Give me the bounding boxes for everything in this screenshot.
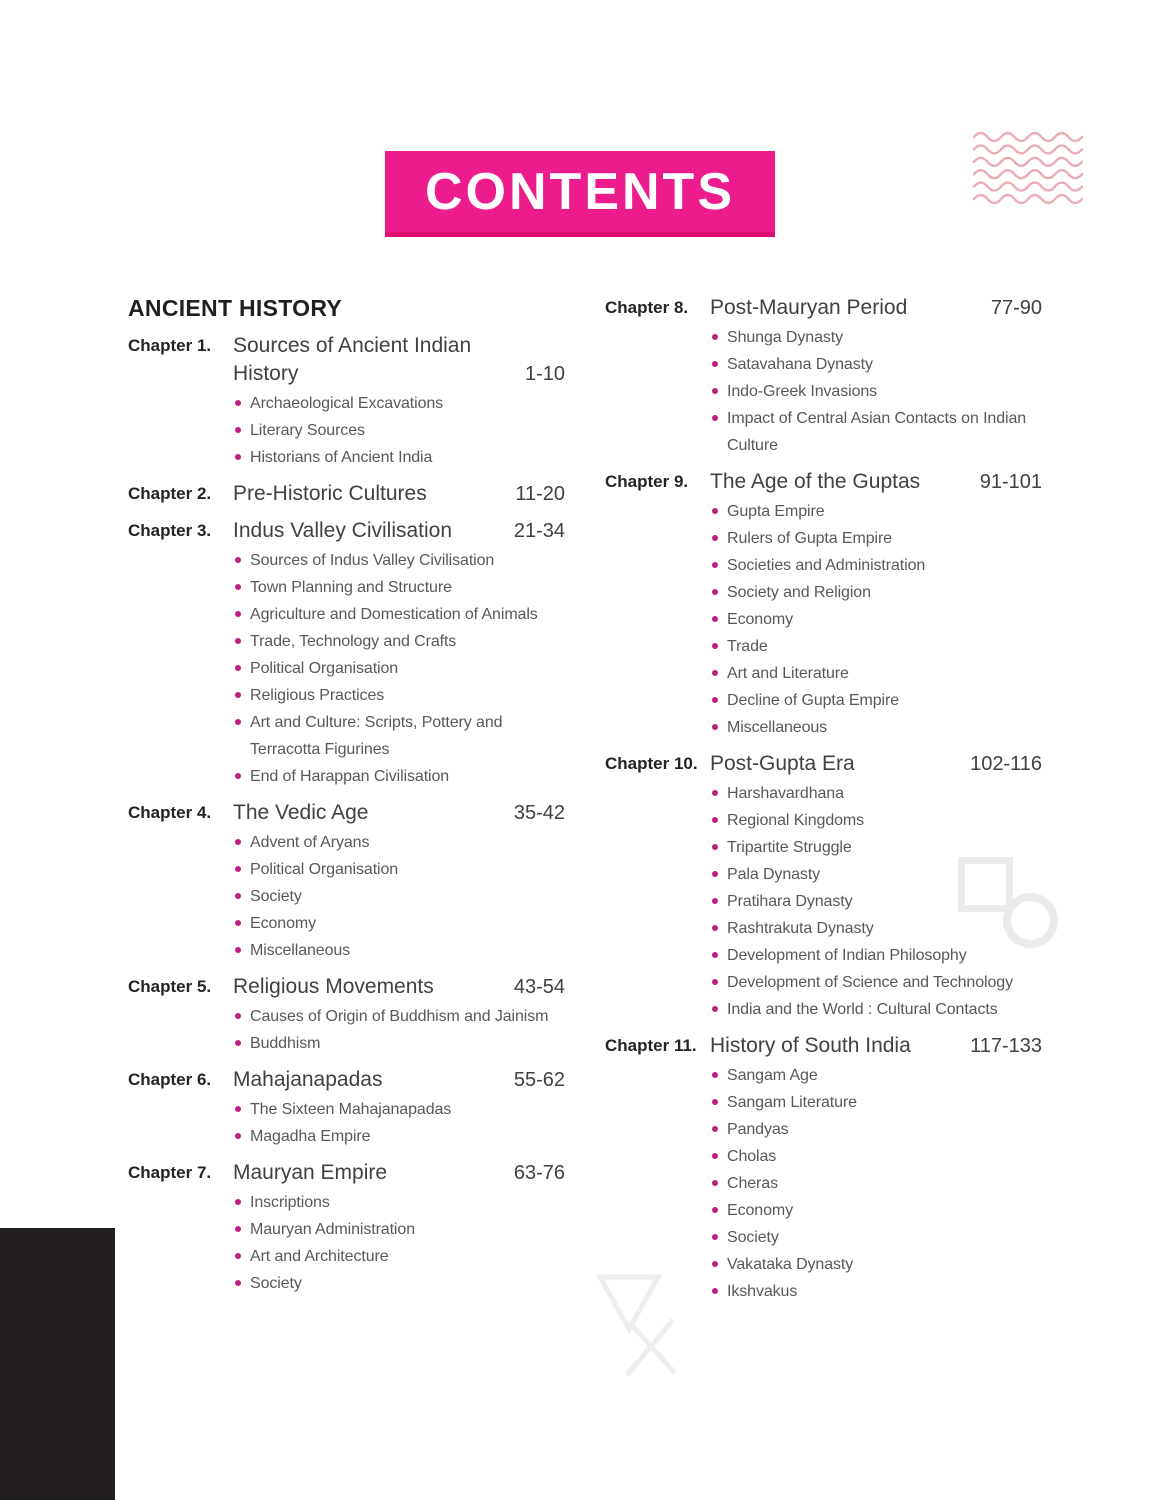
bullet-icon xyxy=(235,692,241,698)
topic-label: Ikshvakus xyxy=(727,1283,798,1300)
bullet-icon xyxy=(235,1280,241,1286)
topic-item xyxy=(712,969,1042,996)
topic-label: Impact of Central Asian Contacts on Indian Culture xyxy=(727,410,1027,454)
topic-item xyxy=(712,1251,1042,1278)
chapter-header-row xyxy=(128,1159,565,1187)
topic-label: Rulers of Gupta Empire xyxy=(727,530,892,547)
toc-chapter-entry xyxy=(605,750,1042,1023)
bullet-icon xyxy=(235,1013,241,1019)
topic-label: Pala Dynasty xyxy=(727,866,821,883)
topic-label: Inscriptions xyxy=(250,1194,330,1211)
topic-label: Harshavardhana xyxy=(727,785,844,802)
topic-item xyxy=(712,552,1042,579)
topic-item xyxy=(712,351,1042,378)
topic-item xyxy=(712,1224,1042,1251)
topic-label: Causes of Origin of Buddhism and Jainism xyxy=(250,1008,549,1025)
chapter-list-right xyxy=(605,294,1042,1305)
topic-label: Miscellaneous xyxy=(727,719,828,736)
topic-label: Economy xyxy=(250,915,316,932)
topic-item xyxy=(235,937,565,964)
topic-item xyxy=(235,628,565,655)
bullet-icon xyxy=(235,557,241,563)
chapter-page-range: 117-133 xyxy=(970,1035,1042,1057)
bullet-icon xyxy=(712,334,718,340)
chapter-label: Chapter 3. xyxy=(128,521,212,540)
chapter-topics-list xyxy=(128,390,565,471)
topic-item xyxy=(235,829,565,856)
chapter-label: Chapter 6. xyxy=(128,1070,212,1089)
bullet-icon xyxy=(712,844,718,850)
chapter-label: Chapter 4. xyxy=(128,803,212,822)
topic-item xyxy=(712,687,1042,714)
bullet-icon xyxy=(235,638,241,644)
chapter-title: Post-Gupta Era xyxy=(710,752,855,775)
topic-label: Vakataka Dynasty xyxy=(727,1256,854,1273)
chapter-topics-list xyxy=(605,324,1042,459)
bullet-icon xyxy=(712,1072,718,1078)
topic-item xyxy=(712,861,1042,888)
topic-label: Historians of Ancient India xyxy=(250,449,433,466)
topic-item xyxy=(712,1197,1042,1224)
chapter-title: Indus Valley Civilisation xyxy=(233,519,453,542)
topic-label: Regional Kingdoms xyxy=(727,812,865,829)
toc-chapter-entry xyxy=(128,517,565,790)
topic-item xyxy=(235,856,565,883)
bullet-icon xyxy=(235,1199,241,1205)
topic-label: Magadha Empire xyxy=(250,1128,371,1145)
topic-item xyxy=(235,682,565,709)
bullet-icon xyxy=(712,415,718,421)
bullet-icon xyxy=(712,817,718,823)
topic-item xyxy=(235,1096,565,1123)
toc-chapter-entry xyxy=(128,973,565,1057)
bullet-icon xyxy=(712,697,718,703)
topic-label: Cholas xyxy=(727,1148,777,1165)
topic-label: End of Harappan Civilisation xyxy=(250,768,450,785)
topic-label: Society xyxy=(250,1275,302,1292)
topic-item xyxy=(235,709,565,763)
topic-item xyxy=(235,1270,565,1297)
topic-item xyxy=(235,763,565,790)
topic-item xyxy=(235,883,565,910)
topic-item xyxy=(235,601,565,628)
bullet-icon xyxy=(235,427,241,433)
bullet-icon xyxy=(235,839,241,845)
topic-label: Miscellaneous xyxy=(250,942,351,959)
topic-item xyxy=(712,525,1042,552)
topic-item xyxy=(712,1062,1042,1089)
topic-item xyxy=(712,324,1042,351)
bullet-icon xyxy=(712,925,718,931)
topic-item xyxy=(712,834,1042,861)
contents-banner-title: CONTENTS xyxy=(425,162,735,221)
topic-item xyxy=(712,1116,1042,1143)
chapter-page-range: 1-10 xyxy=(524,363,565,385)
chapter-page-range: 77-90 xyxy=(990,297,1042,319)
bullet-icon xyxy=(712,1099,718,1105)
toc-column-right xyxy=(605,294,1042,1314)
chapter-header-row xyxy=(128,517,565,545)
topic-label: Cheras xyxy=(727,1175,778,1192)
topic-label: Town Planning and Structure xyxy=(250,579,452,596)
chapter-header-row xyxy=(128,799,565,827)
topic-item xyxy=(712,579,1042,606)
chapter-topics-list xyxy=(128,1189,565,1297)
bullet-icon xyxy=(235,454,241,460)
toc-chapter-entry xyxy=(605,468,1042,741)
bullet-icon xyxy=(235,1040,241,1046)
toc-chapter-entry xyxy=(605,294,1042,459)
chapter-list-left xyxy=(128,332,565,1297)
wavy-lines-icon xyxy=(972,128,1094,204)
bullet-icon xyxy=(712,1180,718,1186)
topic-item xyxy=(712,915,1042,942)
chapter-page-range: 43-54 xyxy=(513,976,565,998)
topic-item xyxy=(235,1216,565,1243)
topic-label: Pratihara Dynasty xyxy=(727,893,853,910)
chapter-page-range: 63-76 xyxy=(513,1162,565,1184)
topic-label: Development of Indian Philosophy xyxy=(727,947,967,964)
bullet-icon xyxy=(235,611,241,617)
topic-label: Gupta Empire xyxy=(727,503,825,520)
topic-item xyxy=(712,888,1042,915)
topic-label: Advent of Aryans xyxy=(250,834,370,851)
topic-label: Tripartite Struggle xyxy=(727,839,852,856)
topic-label: Sangam Age xyxy=(727,1067,818,1084)
topic-item xyxy=(712,942,1042,969)
topic-label: Satavahana Dynasty xyxy=(727,356,873,373)
page-edge-block xyxy=(0,1228,115,1500)
topic-item xyxy=(235,1123,565,1150)
topic-label: India and the World : Cultural Contacts xyxy=(727,1001,998,1018)
chapter-label: Chapter 11. xyxy=(605,1036,697,1055)
topic-item xyxy=(235,547,565,574)
bullet-icon xyxy=(712,643,718,649)
topic-item xyxy=(235,417,565,444)
chapter-topics-list xyxy=(128,547,565,790)
chapter-page-range: 21-34 xyxy=(513,520,565,542)
bullet-icon xyxy=(235,665,241,671)
topic-label: Rashtrakuta Dynasty xyxy=(727,920,874,937)
chapter-label: Chapter 2. xyxy=(128,484,212,503)
bullet-icon xyxy=(712,1288,718,1294)
bullet-icon xyxy=(235,866,241,872)
topic-label: Mauryan Administration xyxy=(250,1221,415,1238)
topic-item xyxy=(712,606,1042,633)
topic-label: Literary Sources xyxy=(250,422,365,439)
bullet-icon xyxy=(712,871,718,877)
topic-label: Archaeological Excavations xyxy=(250,395,444,412)
chapter-title: The Vedic Age xyxy=(233,801,369,824)
topic-item xyxy=(712,714,1042,741)
chapter-topics-list xyxy=(128,1096,565,1150)
bullet-icon xyxy=(712,562,718,568)
topic-label: Art and Culture: Scripts, Pottery and Terracotta Figurines xyxy=(250,714,503,758)
chapter-header-row xyxy=(605,294,1042,322)
chapter-header-row xyxy=(128,973,565,1001)
bullet-icon xyxy=(235,584,241,590)
bullet-icon xyxy=(712,1207,718,1213)
chapter-topics-list xyxy=(128,829,565,964)
topic-label: Agriculture and Domestication of Animals xyxy=(250,606,538,623)
chapter-label: Chapter 10. xyxy=(605,754,698,773)
chapter-label: Chapter 9. xyxy=(605,472,689,491)
chapter-title: Post-Mauryan Period xyxy=(710,296,908,319)
bullet-icon xyxy=(712,616,718,622)
chapter-page-range: 35-42 xyxy=(513,802,565,824)
section-title: ANCIENT HISTORY xyxy=(128,295,343,321)
bullet-icon xyxy=(235,773,241,779)
bullet-icon xyxy=(235,1253,241,1259)
bullet-icon xyxy=(235,947,241,953)
topic-label: Shunga Dynasty xyxy=(727,329,844,346)
topic-label: Economy xyxy=(727,1202,793,1219)
topic-item xyxy=(235,574,565,601)
topic-label: Development of Science and Technology xyxy=(727,974,1013,991)
bullet-icon xyxy=(712,898,718,904)
topic-item xyxy=(712,633,1042,660)
topic-item xyxy=(712,996,1042,1023)
chapter-header-row xyxy=(128,480,565,508)
toc-column-left xyxy=(128,294,565,1306)
topic-label: Society xyxy=(250,888,302,905)
bullet-icon xyxy=(235,920,241,926)
bullet-icon xyxy=(712,979,718,985)
topic-item xyxy=(235,910,565,937)
toc-chapter-entry xyxy=(128,799,565,964)
chapter-topics-list xyxy=(128,1003,565,1057)
chapter-title: Pre-Historic Cultures xyxy=(233,482,427,505)
bullet-icon xyxy=(712,670,718,676)
topic-item xyxy=(712,498,1042,525)
topic-item xyxy=(235,1030,565,1057)
toc-chapter-entry xyxy=(128,480,565,508)
chapter-title: Sources of Ancient Indian History xyxy=(233,334,472,385)
topic-item xyxy=(712,378,1042,405)
topic-label: Societies and Administration xyxy=(727,557,926,574)
bullet-icon xyxy=(712,1234,718,1240)
bullet-icon xyxy=(712,952,718,958)
topic-label: Sangam Literature xyxy=(727,1094,857,1111)
topic-label: Pandyas xyxy=(727,1121,789,1138)
topic-item xyxy=(235,444,565,471)
bullet-icon xyxy=(712,589,718,595)
topic-item xyxy=(235,1189,565,1216)
contents-banner xyxy=(385,151,775,237)
chapter-label: Chapter 8. xyxy=(605,298,689,317)
chapter-header-row xyxy=(605,468,1042,496)
topic-label: Decline of Gupta Empire xyxy=(727,692,900,709)
bullet-icon xyxy=(235,1226,241,1232)
chapter-title: Religious Movements xyxy=(233,975,434,998)
topic-item xyxy=(712,1278,1042,1305)
bullet-icon xyxy=(712,1006,718,1012)
chapter-topics-list xyxy=(605,498,1042,741)
bullet-icon xyxy=(712,790,718,796)
topic-label: Economy xyxy=(727,611,793,628)
topic-label: Sources of Indus Valley Civilisation xyxy=(250,552,495,569)
chapter-topics-list xyxy=(605,780,1042,1023)
chapter-header-row xyxy=(605,750,1042,778)
topic-label: Art and Literature xyxy=(727,665,849,682)
bullet-icon xyxy=(712,388,718,394)
chapter-title: Mauryan Empire xyxy=(233,1161,388,1184)
chapter-page-range: 102-116 xyxy=(970,753,1042,775)
bullet-icon xyxy=(235,719,241,725)
chapter-label: Chapter 7. xyxy=(128,1163,212,1182)
toc-chapter-entry xyxy=(128,332,565,471)
toc-chapter-entry xyxy=(128,1159,565,1297)
toc-chapter-entry xyxy=(128,1066,565,1150)
topic-label: Art and Architecture xyxy=(250,1248,389,1265)
topic-item xyxy=(712,1089,1042,1116)
topic-item xyxy=(712,807,1042,834)
bullet-icon xyxy=(712,508,718,514)
chapter-header-row xyxy=(128,332,565,388)
bullet-icon xyxy=(712,1126,718,1132)
topic-label: Political Organisation xyxy=(250,660,399,677)
bullet-icon xyxy=(235,893,241,899)
chapter-title: Mahajanapadas xyxy=(233,1068,383,1091)
topic-label: Society and Religion xyxy=(727,584,871,601)
bullet-icon xyxy=(712,1153,718,1159)
chapter-header-row xyxy=(128,1066,565,1094)
chapter-topics-list xyxy=(605,1062,1042,1305)
chapter-title: The Age of the Guptas xyxy=(710,470,921,493)
topic-label: Society xyxy=(727,1229,779,1246)
topic-item xyxy=(712,660,1042,687)
chapter-page-range: 91-101 xyxy=(979,471,1042,493)
topic-item xyxy=(235,390,565,417)
bullet-icon xyxy=(712,1261,718,1267)
chapter-header-row xyxy=(605,1032,1042,1060)
topic-label: Buddhism xyxy=(250,1035,321,1052)
chapter-label: Chapter 5. xyxy=(128,977,212,996)
chapter-page-range: 55-62 xyxy=(513,1069,565,1091)
topic-item xyxy=(235,655,565,682)
bullet-icon xyxy=(712,724,718,730)
topic-label: Trade, Technology and Crafts xyxy=(250,633,457,650)
topic-label: The Sixteen Mahajanapadas xyxy=(250,1101,452,1118)
bullet-icon xyxy=(235,1133,241,1139)
toc-chapter-entry xyxy=(605,1032,1042,1305)
chapter-page-range: 11-20 xyxy=(515,483,565,505)
topic-label: Religious Practices xyxy=(250,687,385,704)
bullet-icon xyxy=(235,1106,241,1112)
topic-item xyxy=(712,780,1042,807)
bullet-icon xyxy=(712,535,718,541)
chapter-title: History of South India xyxy=(710,1034,911,1057)
topic-label: Trade xyxy=(727,638,768,655)
topic-item xyxy=(235,1003,565,1030)
topic-item xyxy=(712,405,1042,459)
topic-item xyxy=(712,1143,1042,1170)
topic-item xyxy=(712,1170,1042,1197)
bullet-icon xyxy=(235,400,241,406)
bullet-icon xyxy=(712,361,718,367)
chapter-label: Chapter 1. xyxy=(128,336,212,355)
topic-item xyxy=(235,1243,565,1270)
topic-label: Indo-Greek Invasions xyxy=(727,383,878,400)
topic-label: Political Organisation xyxy=(250,861,399,878)
